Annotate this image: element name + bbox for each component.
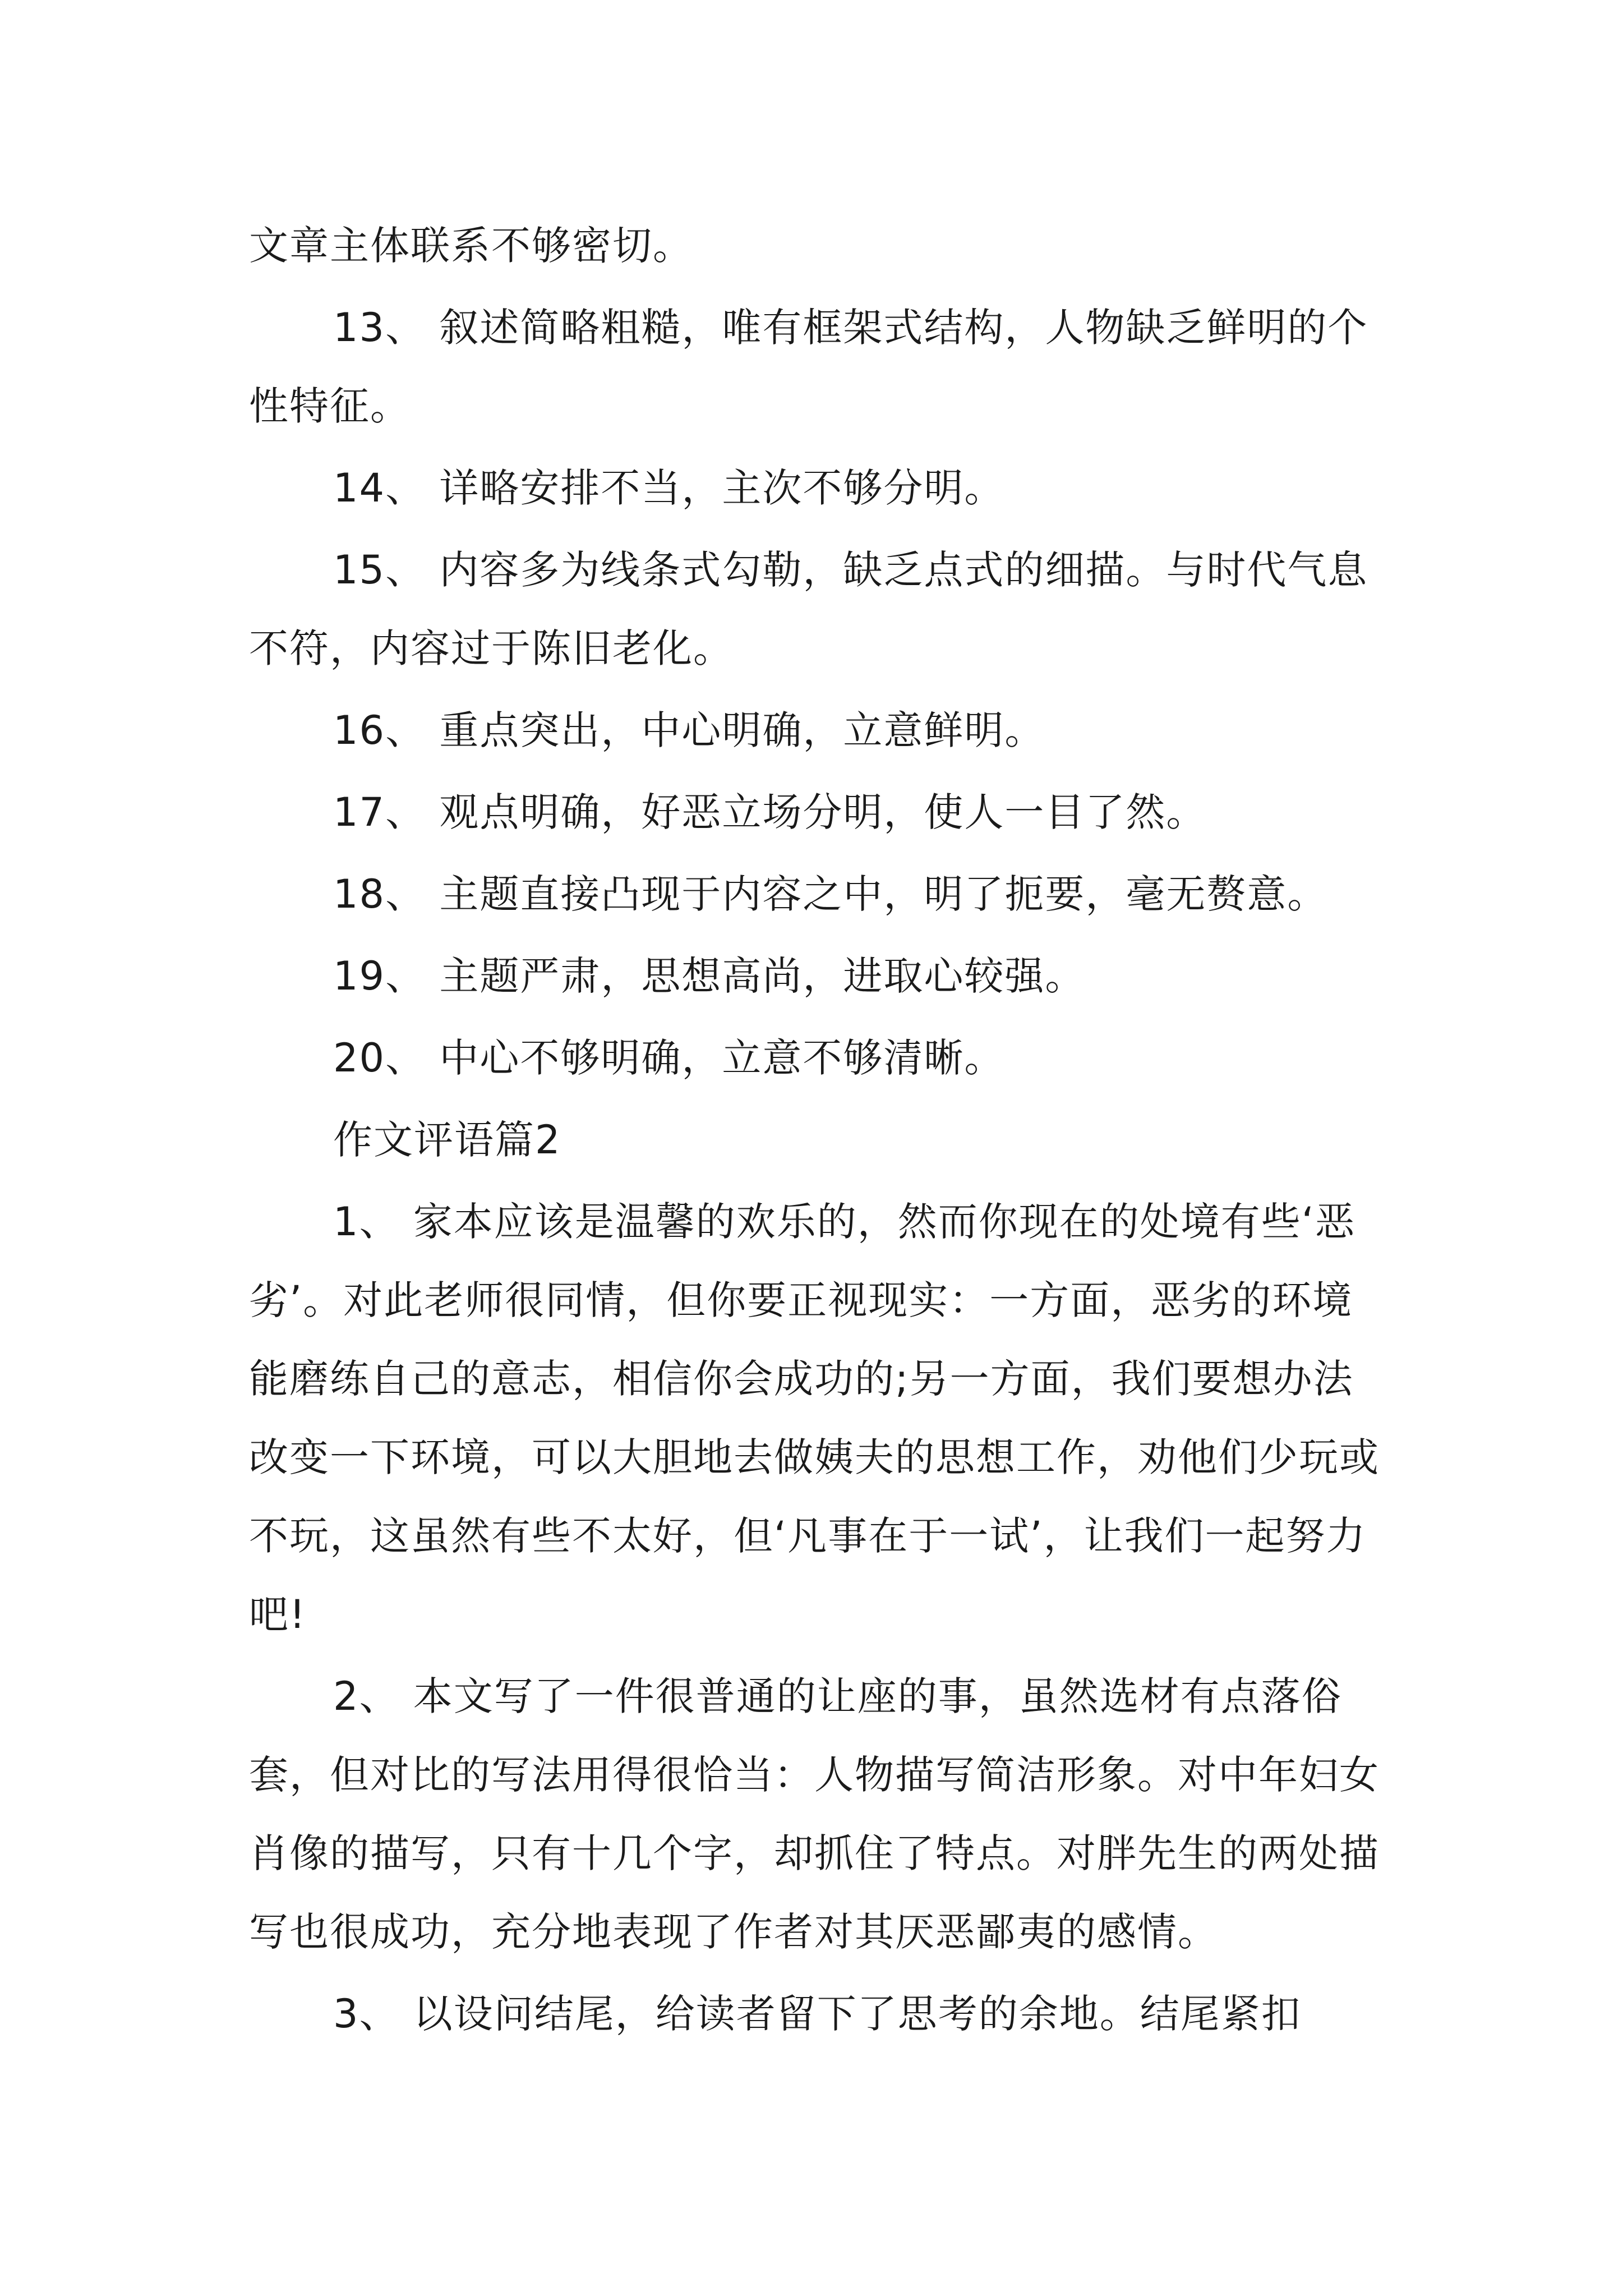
paragraph-item-16: 16、 重点突出，中心明确，立意鲜明。	[333, 707, 1045, 753]
paragraph-item-1: 1、 家本应该是温馨的欢乐的，然而你现在的处境有些‘恶劣’。对此老师很同情，但你要正视现实：一方面，恶劣的环境能磨练自己的意志，相信你会成功的;另一方面，我们要想办法改变一下环境，可以大胆地去做姨夫的思想工作，劝他们少玩或不玩，这虽然有些不太好，但‘凡事在于一试’，让我们一起努力吧!	[249, 1199, 1380, 1637]
paragraph-item-19: 19、 主题严肃，思想高尚，进取心较强。	[333, 953, 1086, 999]
paragraph-item-17: 17、 观点明确，好恶立场分明，使人一目了然。	[333, 789, 1207, 835]
paragraph-item-13: 13、 叙述简略粗糙，唯有框架式结构，人物缺乏鲜明的个性特征。	[249, 305, 1368, 429]
section-heading: 作文评语篇2	[333, 1117, 561, 1163]
document-body	[249, 206, 1387, 2053]
paragraph-item-18: 18、 主题直接凸现于内容之中，明了扼要，毫无赘意。	[333, 871, 1328, 917]
paragraph-item-2: 2、 本文写了一件很普通的让座的事，虽然选材有点落俗套，但对比的写法用得很恰当：人物描写简洁形象。对中年妇女肖像的描写，只有十几个字，却抓住了特点。对胖先生的两处描写也很成功，充分地表现了作者对其厌恶鄙夷的感情。	[249, 1673, 1380, 1955]
paragraph-continuation: 文章主体联系不够密切。	[249, 223, 693, 269]
paragraph-item-15: 15、 内容多为线条式勾勒，缺乏点式的细描。与时代气息不符，内容过于陈旧老化。	[249, 547, 1368, 671]
paragraph-item-20: 20、 中心不够明确，立意不够清晰。	[333, 1035, 1005, 1081]
paragraph-item-3: 3、 以设问结尾，给读者留下了思考的余地。结尾紧扣	[333, 1991, 1302, 2037]
paragraph-item-14: 14、 详略安排不当，主次不够分明。	[333, 465, 1005, 511]
